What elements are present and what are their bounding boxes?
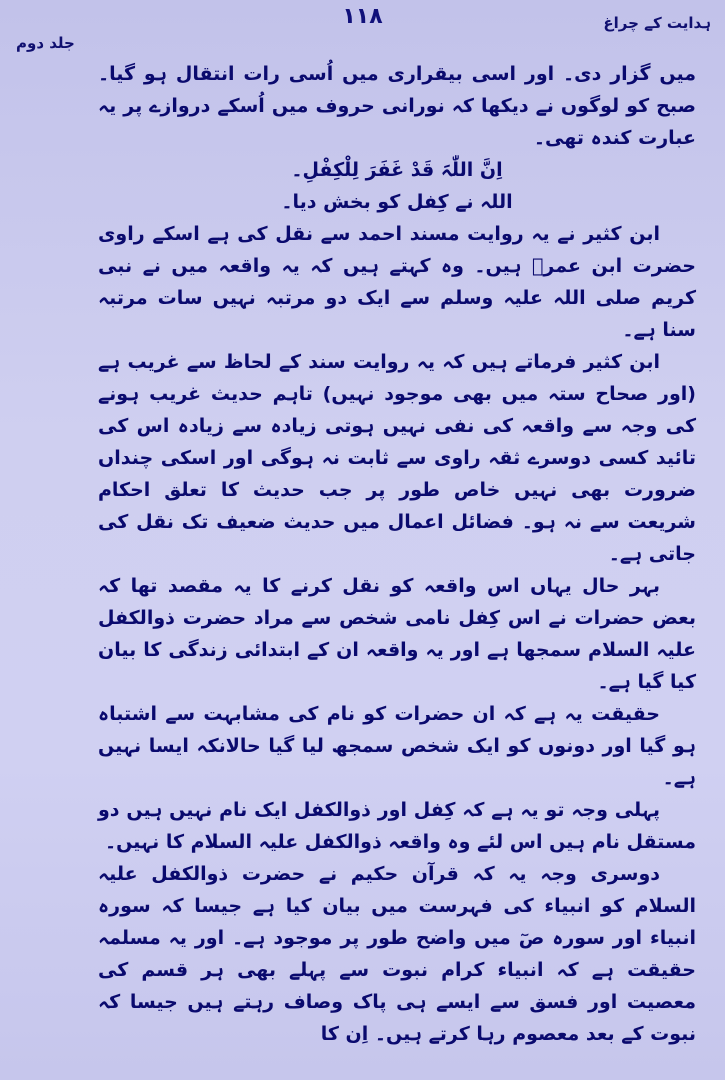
verse-translation: اللہ نے کِفل کو بخش دیا۔ xyxy=(281,191,513,213)
paragraph-7: دوسری وجہ یہ کہ قرآن حکیم نے حضرت ذوالکفل علیہ السلام کو انبیاء کی فہرست میں بیان کیا ہے جیسا کہ سورہ انبیاء اور سورہ صٓ میں واضح طور پر موجود ہے۔ اور یہ مسلمہ حقیقت ہے کہ انبیاء کرام نبوت سے پہلے بھی ہر قسم کی معصیت اور فسق سے ایسے ہی پاک وصاف رہتے ہیں جیسا کہ نبوت کے بعد معصوم رہا کرتے ہیں۔ اِن کا xyxy=(98,863,696,1045)
volume-label: جلد دوم xyxy=(16,34,75,52)
paragraph-6: پہلی وجہ تو یہ ہے کہ کِفل اور ذوالکفل ایک نام نہیں ہیں دو مستقل نام ہیں اس لئے وہ واقعہ ذوالکفل علیہ السلام کا نہیں۔ xyxy=(98,799,696,853)
page-number: ۱۱۸ xyxy=(342,4,383,29)
paragraph-1: میں گزار دی۔ اور اسی بیقراری میں اُسی رات انتقال ہو گیا۔ صبح کو لوگوں نے دیکھا کہ نورانی حروف میں اُسکے دروازے پر یہ عبارت کندہ تھی۔ xyxy=(98,63,696,149)
paragraph-5: حقیقت یہ ہے کہ ان حضرات کو نام کی مشابہت سے اشتباہ ہو گیا اور دونوں کو ایک شخص سمجھ لیا گیا حالانکہ ایسا نہیں ہے۔ xyxy=(98,703,696,789)
arabic-verse: اِنَّ اللّٰہَ قَدْ غَفَرَ لِلْکِفْلِ۔ xyxy=(291,159,503,181)
paragraph-3: ابن کثیر فرماتے ہیں کہ یہ روایت سند کے لحاظ سے غریب ہے (اور صحاح ستہ میں بھی موجود نہیں) تاہم حدیث غریب ہونے کی وجہ سے واقعہ کی نفی نہیں ہوتی زیادہ سے زیادہ اس کی تائید کسی دوسرے ثقہ راوی سے ثابت نہ ہوگی اور اسکی چنداں ضرورت بھی نہیں خاص طور پر جب حدیث کا تعلق احکام شریعت سے نہ ہو۔ فضائل اعمال میں حدیث ضعیف تک نقل کی جاتی ہے۔ xyxy=(98,351,696,565)
paragraph-4: بہر حال یہاں اس واقعہ کو نقل کرنے کا یہ مقصد تھا کہ بعض حضرات نے اس کِفل نامی شخص سے مراد حضرت ذوالکفل علیہ السلام سمجھا ہے اور یہ واقعہ ان کے ابتدائی زندگی کا بیان کیا گیا ہے۔ xyxy=(98,575,696,693)
paragraph-2: ابن کثیر نے یہ روایت مسند احمد سے نقل کی ہے اسکے راوی حضرت ابن عمرؓ ہیں۔ وہ کہتے ہیں کہ یہ واقعہ میں نے نبی کریم صلی اللہ علیہ وسلم سے ایک دو مرتبہ نہیں سات مرتبہ سنا ہے۔ xyxy=(98,223,696,341)
body-text xyxy=(98,58,696,1050)
running-head: ہدایت کے چراغ xyxy=(603,14,711,32)
